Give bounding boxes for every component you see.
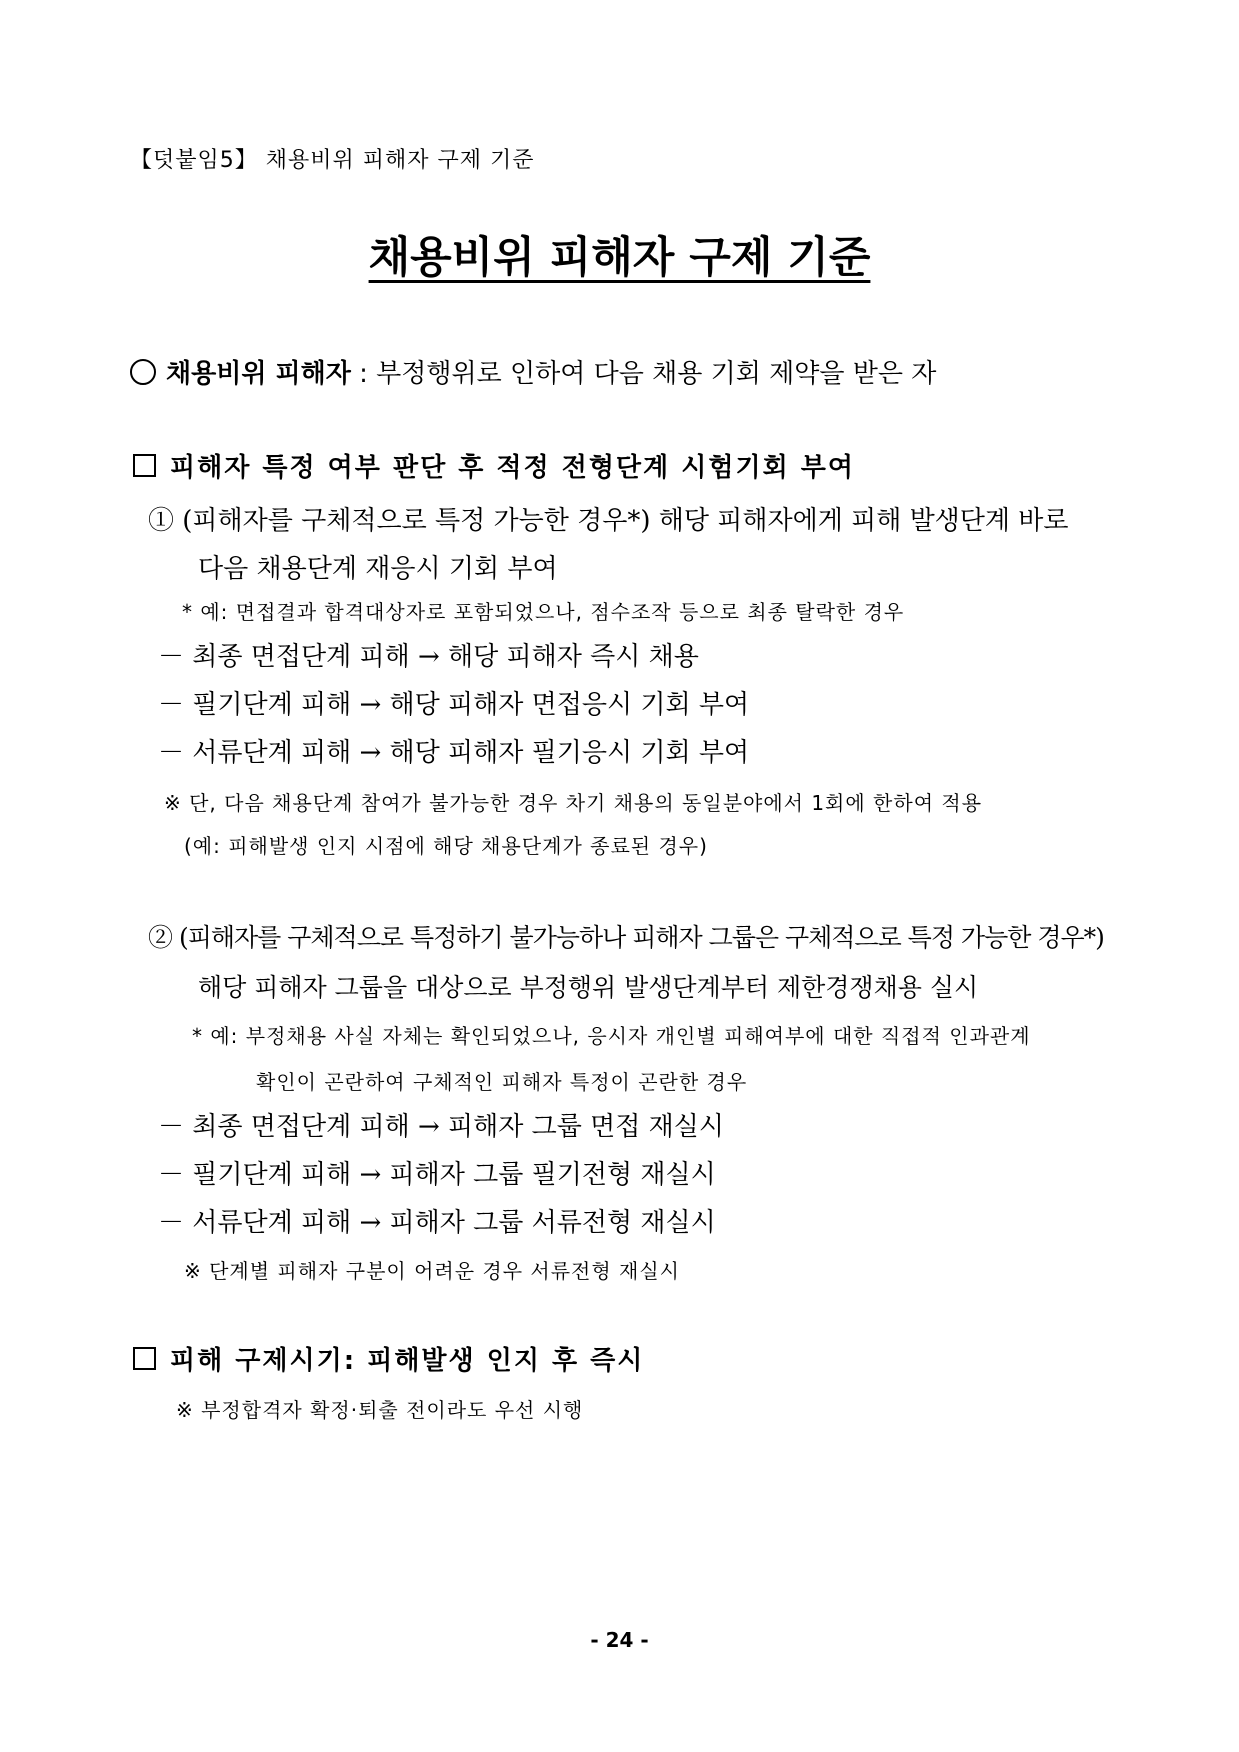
- item1-dash-2: － 필기단계 피해 → 해당 피해자 면접응시 기회 부여: [158, 690, 750, 720]
- page-title-text: 채용비위 피해자 구제 기준: [368, 233, 871, 283]
- section2-remark: ※ 부정합격자 확정·퇴출 전이라도 우선 시행: [176, 1398, 584, 1422]
- item2-line1: ② (피해자를 구체적으로 특정하기 불가능하나 피해자 그룹은 구체적으로 특정 가능한 경우*): [148, 923, 1104, 952]
- attachment-label: 【덧붙임5】 채용비위 피해자 구제 기준: [130, 148, 535, 173]
- item2-dash-3: － 서류단계 피해 → 피해자 그룹 서류전형 재실시: [158, 1208, 716, 1238]
- item2-dash-1: － 최종 면접단계 피해 → 피해자 그룹 면접 재실시: [158, 1112, 724, 1142]
- item1-line1: ① (피해자를 구체적으로 특정 가능한 경우*) 해당 피해자에게 피해 발생단계 바로: [148, 506, 1069, 536]
- section1-heading: [133, 447, 855, 484]
- item1-note: * 예: 면접결과 합격대상자로 포함되었으나, 점수조작 등으로 최종 탈락한 경우: [182, 600, 905, 624]
- item1-remark: ※ 단, 다음 채용단계 참여가 불가능한 경우 차기 채용의 동일분야에서 1회에 한하여 적용: [164, 791, 983, 815]
- item1-dash-3: － 서류단계 피해 → 해당 피해자 필기응시 기회 부여: [158, 738, 750, 768]
- item2-dash-2: － 필기단계 피해 → 피해자 그룹 필기전형 재실시: [158, 1160, 716, 1190]
- item2-note: * 예: 부정채용 사실 자체는 확인되었으나, 응시자 개인별 피해여부에 대한 직접적 인과관계: [192, 1024, 1031, 1048]
- definition-term: 채용비위 피해자: [166, 359, 351, 389]
- item1-remark-example: (예: 피해발생 인지 시점에 해당 채용단계가 종료된 경우): [184, 834, 708, 858]
- definition-line: [130, 353, 936, 390]
- item2-note-cont: 확인이 곤란하여 구체적인 피해자 특정이 곤란한 경우: [256, 1070, 748, 1094]
- section1-heading-text: 피해자 특정 여부 판단 후 적정 전형단계 시험기회 부여: [170, 453, 855, 483]
- section2-heading: [133, 1340, 644, 1377]
- item1-line2: 다음 채용단계 재응시 기회 부여: [198, 554, 558, 584]
- square-bullet-icon: [133, 1347, 156, 1370]
- page-number: - 24 -: [590, 1628, 649, 1652]
- item1-dash-1: － 최종 면접단계 피해 → 해당 피해자 즉시 채용: [158, 642, 699, 672]
- section2-heading-text: 피해 구제시기: 피해발생 인지 후 즉시: [170, 1346, 645, 1376]
- item2-line2: 해당 피해자 그룹을 대상으로 부정행위 발생단계부터 제한경쟁채용 실시: [198, 973, 979, 1002]
- item2-remark: ※ 단계별 피해자 구분이 어려운 경우 서류전형 재실시: [184, 1259, 680, 1283]
- definition-text: : 부정행위로 인하여 다음 채용 기회 제약을 받은 자: [350, 359, 937, 389]
- page-title: [0, 224, 1239, 285]
- circle-bullet-icon: [130, 359, 156, 385]
- square-bullet-icon: [133, 454, 156, 477]
